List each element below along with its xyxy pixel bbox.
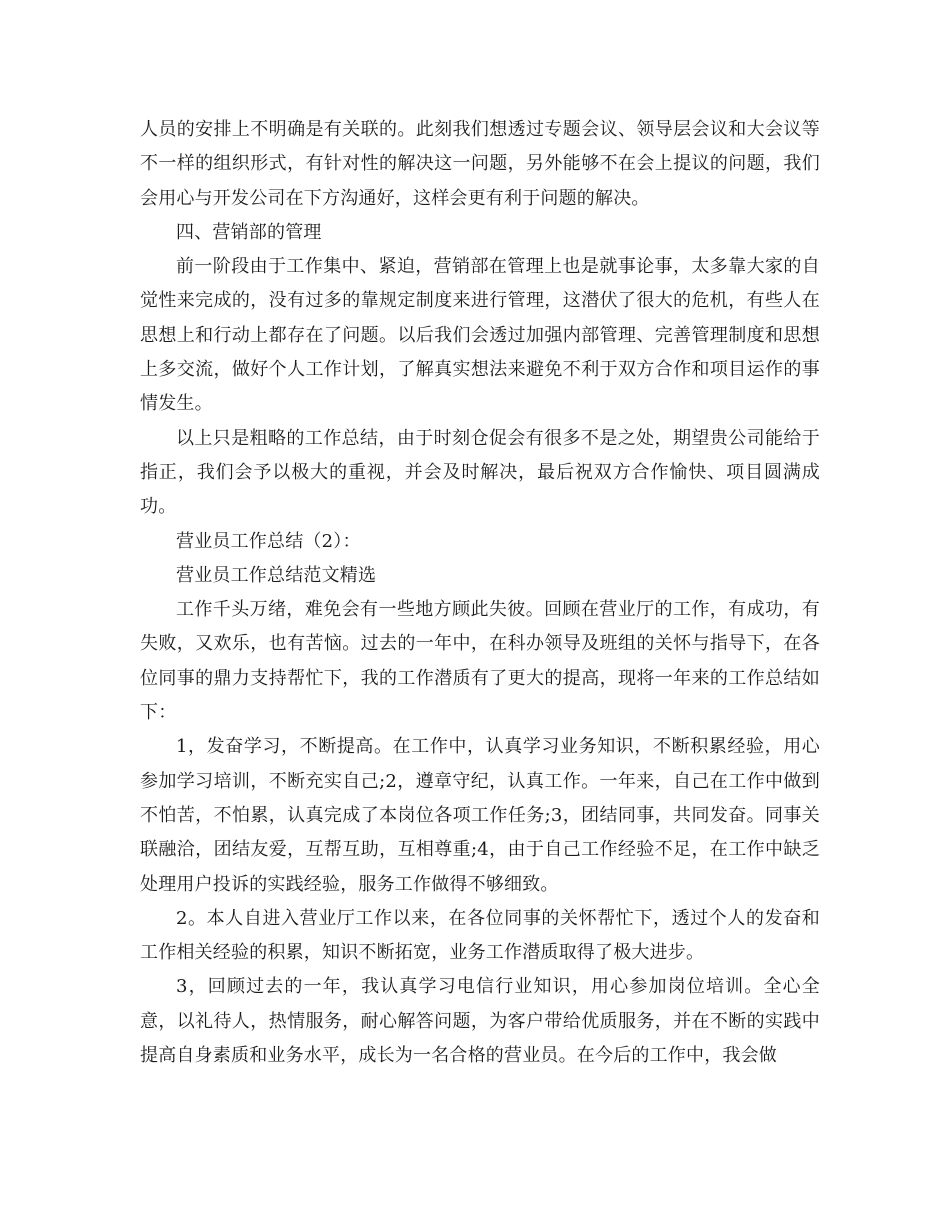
paragraph: 人员的安排上不明确是有关联的。此刻我们想透过专题会议、领导层会议和大会议等不一样的组织形式，有针对性的解决这一问题，另外能够不在会上提议的问题，我们会用心与开发公司在下方沟通好，这样会更有利于问题的解决。 bbox=[140, 119, 820, 209]
paragraph: 工作千头万绪，难免会有一些地方顾此失彼。回顾在营业厅的工作，有成功，有失败，又欢乐，也有苦恼。过去的一年中，在科办领导及班组的关怀与指导下，在各位同事的鼎力支持帮忙下，我的工作潜质有了更大的提高，现将一年来的工作总结如下： bbox=[140, 599, 820, 724]
paragraph: 前一阶段由于工作集中、紧迫，营销部在管理上也是就事论事，太多靠大家的自觉性来完成的，没有过多的靠规定制度来进行管理，这潜伏了很大的危机，有些人在思想上和行动上都存在了问题。以后我们会透过加强内部管理、完善管理制度和思想上多交流，做好个人工作计划，了解真实想法来避免不利于双方合作和项目运作的事情发生。 bbox=[140, 256, 820, 415]
section-heading: 四、营销部的管理 bbox=[176, 221, 322, 243]
document-body bbox=[140, 113, 820, 1073]
paragraph: 以上只是粗略的工作总结，由于时刻仓促会有很多不是之处，期望贵公司能给于指正，我们会予以极大的重视，并会及时解决，最后祝双方合作愉快、项目圆满成功。 bbox=[140, 427, 820, 518]
paragraph: 1，发奋学习，不断提高。在工作中，认真学习业务知识，不断积累经验，用心参加学习培训，不断充实自己;2，遵章守纪，认真工作。一年来，自己在工作中做到不怕苦，不怕累，认真完成了本岗位各项工作任务;3，团结同事，共同发奋。同事关联融洽，团结友爱，互帮互助，互相尊重;4，由于自己工作经验不足，在工作中缺乏处理用户投诉的实践经验，服务工作做得不够细致。 bbox=[140, 736, 820, 895]
section-subheading: 营业员工作总结范文精选 bbox=[176, 564, 377, 586]
paragraph: 3，回顾过去的一年，我认真学习电信行业知识，用心参加岗位培训。全心全意，以礼待人，热情服务，耐心解答问题，为客户带给优质服务，并在不断的实践中提高自身素质和业务水平，成长为一名合格的营业员。在今后的工作中，我会做 bbox=[140, 976, 820, 1067]
paragraph: 2。本人自进入营业厅工作以来，在各位同事的关怀帮忙下，透过个人的发奋和工作相关经验的积累，知识不断拓宽，业务工作潜质取得了极大进步。 bbox=[140, 907, 820, 964]
section-heading: 营业员工作总结（2）： bbox=[176, 530, 361, 552]
